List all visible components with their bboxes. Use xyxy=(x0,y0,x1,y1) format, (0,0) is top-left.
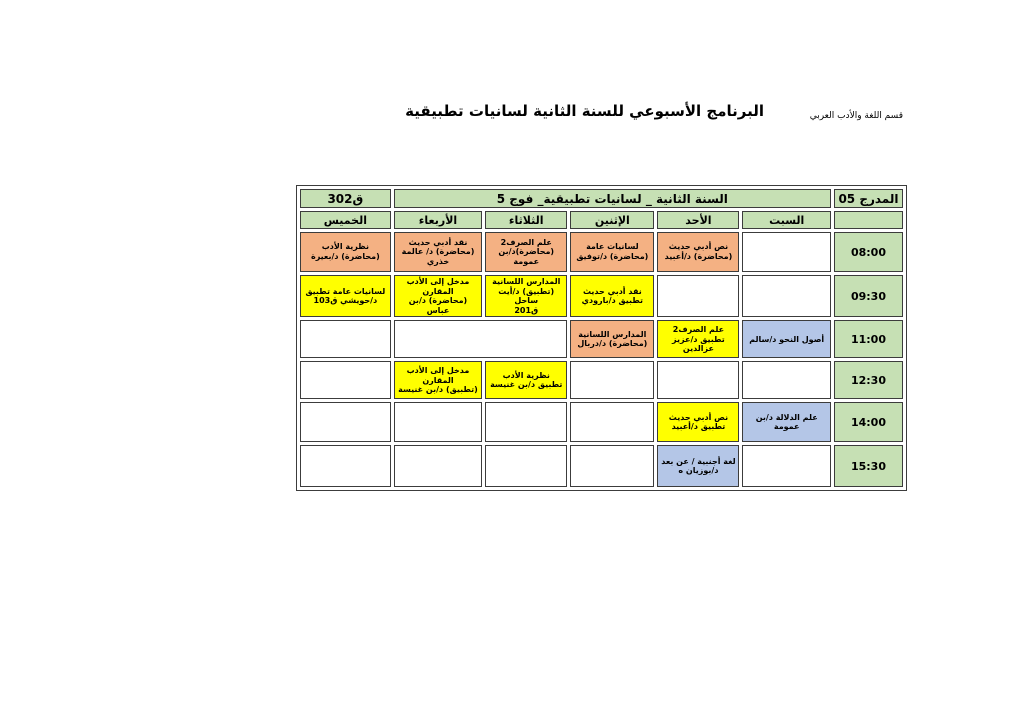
course-title: لغة أجنبية / عن بعد xyxy=(661,456,736,466)
empty-cell xyxy=(394,402,483,442)
group-title: السنة الثانية _ لسانيات تطبيقية_ فوج 5 xyxy=(394,189,831,208)
day-header-saturday: السبت xyxy=(742,211,831,229)
time-slot: 09:30 xyxy=(834,275,903,317)
time-row xyxy=(300,275,903,317)
course-title: علم الصرف2 xyxy=(672,324,725,334)
course-detail: (تطبيق) د/بن غنيسة xyxy=(398,385,478,395)
empty-cell xyxy=(742,445,831,487)
time-slot: 14:00 xyxy=(834,402,903,442)
day-header-tuesday: الثلاثاء xyxy=(485,211,567,229)
empty-cell xyxy=(570,361,654,399)
empty-merged-cell xyxy=(394,320,568,358)
course-detail: (تطبيق) د/أيت ساحل xyxy=(498,286,555,306)
course-cell xyxy=(742,402,831,442)
empty-cell xyxy=(742,232,831,272)
course-title: المدارس اللسانية xyxy=(578,329,647,339)
course-detail: (محاضرة) د/ عالمة خذري xyxy=(401,247,475,266)
course-title: علم الدلالة د/بن عمومة xyxy=(755,412,818,432)
empty-cell xyxy=(570,402,654,442)
time-row xyxy=(300,402,903,442)
course-detail: (محاضرة)د/بن عمومة xyxy=(498,247,555,266)
course-cell xyxy=(300,275,391,317)
empty-cell xyxy=(485,445,567,487)
course-detail: تطبيق د/أعبيد xyxy=(671,422,726,432)
course-title: نقد أدبي حديث xyxy=(408,237,468,247)
course-title: مدخل إلى الأدب المقارن xyxy=(406,365,470,385)
time-row xyxy=(300,445,903,487)
day-header-row xyxy=(300,211,903,229)
course-title: لسانيات عامة xyxy=(586,242,639,252)
course-detail: د/بوزيان ه xyxy=(678,466,719,476)
course-detail: تطبيق د/بن غنيسة xyxy=(490,380,563,390)
course-cell xyxy=(657,402,739,442)
room-label: ق302 xyxy=(300,189,391,208)
empty-cell xyxy=(742,361,831,399)
empty-cell xyxy=(742,275,831,317)
schedule-table xyxy=(296,185,907,491)
course-detail: د/حويشي ق103 xyxy=(313,296,378,306)
page-title: البرنامج الأسبوعي للسنة الثانية لسانيات تطبيقية xyxy=(405,102,764,120)
day-header-sunday: الأحد xyxy=(657,211,739,229)
course-cell xyxy=(485,275,567,317)
course-cell xyxy=(570,275,654,317)
empty-cell xyxy=(300,361,391,399)
empty-cell xyxy=(657,275,739,317)
course-title: نظرية الأدب xyxy=(321,242,369,252)
time-header-cell xyxy=(834,211,903,229)
empty-cell xyxy=(485,402,567,442)
time-row xyxy=(300,232,903,272)
empty-cell xyxy=(570,445,654,487)
course-cell xyxy=(394,232,483,272)
course-title: مدخل إلى الأدب المقارن xyxy=(406,277,470,296)
course-cell xyxy=(742,320,831,358)
time-slot: 12:30 xyxy=(834,361,903,399)
course-title: لسانيات عامة تطبيق xyxy=(305,286,386,296)
course-cell xyxy=(657,445,739,487)
course-cell xyxy=(394,361,483,399)
course-room: ق201 xyxy=(514,305,539,315)
course-title: نص أدبي حديث xyxy=(668,242,729,252)
course-detail: (محاضرة) د/توفيق xyxy=(576,252,649,261)
course-title: أصول النحو د/سالم xyxy=(749,334,825,344)
course-cell xyxy=(657,232,739,272)
course-detail: (محاضرة) د/أعبيد xyxy=(664,252,733,261)
course-detail: (محاضرة) د/دربال xyxy=(577,339,648,349)
course-detail: تطبيق د/بارودي xyxy=(581,296,644,306)
course-cell xyxy=(570,232,654,272)
day-header-thursday: الخميس xyxy=(300,211,391,229)
course-title: نظرية الأدب xyxy=(502,370,550,380)
empty-cell xyxy=(300,402,391,442)
time-row xyxy=(300,320,903,358)
course-title: المدارس اللسانية xyxy=(492,277,561,286)
time-slot: 11:00 xyxy=(834,320,903,358)
course-title: نقد أدبي حديث xyxy=(582,286,642,296)
course-cell xyxy=(300,232,391,272)
day-header-wednesday: الأربعاء xyxy=(394,211,483,229)
course-detail: تطبيق د/عزيز عزالدين xyxy=(672,334,725,354)
course-cell xyxy=(485,232,567,272)
course-cell xyxy=(570,320,654,358)
day-header-monday: الإثنين xyxy=(570,211,654,229)
department-name: قسم اللغة والأدب العربي xyxy=(809,111,903,121)
empty-cell xyxy=(394,445,483,487)
time-row xyxy=(300,361,903,399)
course-cell xyxy=(485,361,567,399)
empty-cell xyxy=(300,320,391,358)
course-title: نص أدبي حديث xyxy=(668,412,729,422)
course-cell xyxy=(657,320,739,358)
course-title: علم الصرف2 xyxy=(500,237,552,247)
course-detail: (محاضرة) د/بعيرة xyxy=(310,252,380,261)
empty-cell xyxy=(300,445,391,487)
time-slot: 08:00 xyxy=(834,232,903,272)
hall-label: المدرج 05 xyxy=(834,189,903,208)
course-cell xyxy=(394,275,483,317)
table-header-row xyxy=(300,189,903,208)
time-slot: 15:30 xyxy=(834,445,903,487)
empty-cell xyxy=(657,361,739,399)
course-detail: (محاضرة) د/بن عباس xyxy=(408,296,468,315)
